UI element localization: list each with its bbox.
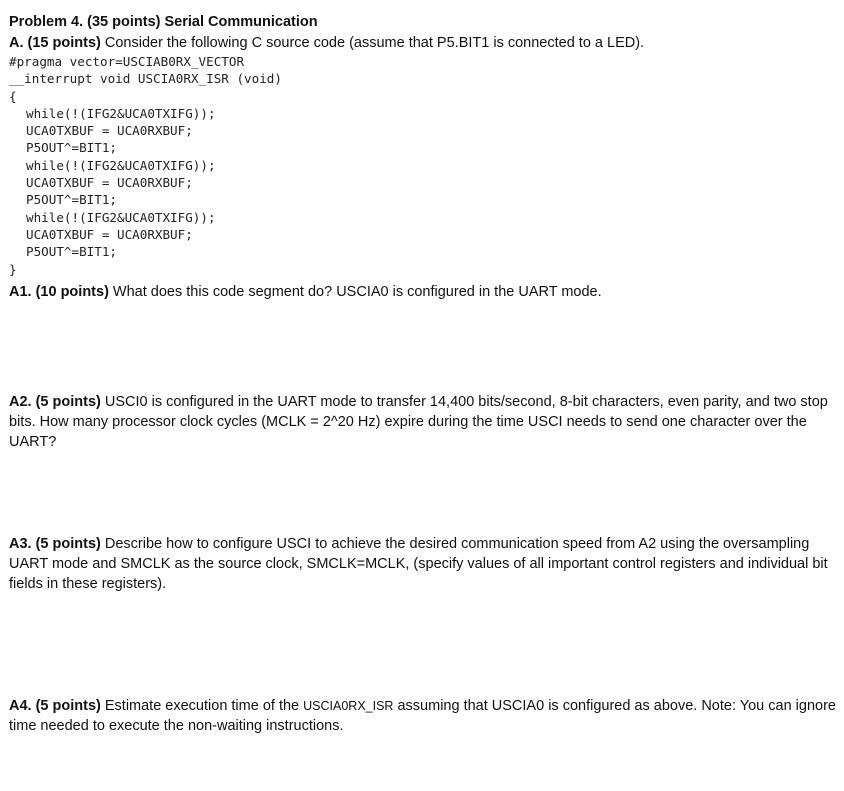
code-close-brace: } bbox=[9, 261, 17, 277]
question-a3-label: A3. (5 points) bbox=[9, 536, 101, 552]
code-line: UCA0TXBUF = UCA0RXBUF; bbox=[26, 175, 193, 191]
code-line: P5OUT^=BIT1; bbox=[26, 244, 117, 260]
code-pragma: #pragma vector=USCIAB0RX_VECTOR bbox=[9, 54, 245, 69]
code-line: while(!(IFG2&UCA0TXIFG)); bbox=[26, 157, 216, 173]
isr-name: USCIA0RX_ISR bbox=[303, 699, 394, 713]
question-a3 bbox=[9, 534, 837, 594]
code-listing bbox=[9, 53, 282, 278]
question-a4-text-after: assuming that USCIA0 is configured as above. Note: You can ignore time needed to execute the non-waiting instructions. bbox=[9, 698, 836, 734]
code-open-brace: { bbox=[9, 88, 17, 104]
question-a1-text: What does this code segment do? USCIA0 is configured in the UART mode. bbox=[108, 284, 602, 300]
code-line: P5OUT^=BIT1; bbox=[26, 140, 117, 156]
question-a1 bbox=[9, 282, 837, 302]
code-line: while(!(IFG2&UCA0TXIFG)); bbox=[26, 105, 216, 121]
problem-title: Problem 4. (35 points) Serial Communication bbox=[9, 14, 318, 30]
question-a2-text: USCI0 is configured in the UART mode to transfer 14,400 bits/second, 8-bit characters, even parity, and two stop bits. How many processor clock cycles (MCLK = 2^20 Hz) expire during the time USCI needs to send one character over the UART? bbox=[9, 394, 828, 450]
question-a4-label: A4. (5 points) bbox=[9, 698, 101, 714]
question-a4 bbox=[9, 696, 837, 736]
question-a2 bbox=[9, 392, 837, 452]
code-line: while(!(IFG2&UCA0TXIFG)); bbox=[26, 209, 216, 225]
part-a-prompt bbox=[9, 33, 644, 53]
question-a1-label: A1. (10 points) bbox=[9, 284, 109, 300]
code-line: P5OUT^=BIT1; bbox=[26, 192, 117, 208]
question-a4-text-before: Estimate execution time of the bbox=[100, 698, 304, 714]
code-signature: __interrupt void USCIA0RX_ISR (void) bbox=[9, 71, 282, 87]
question-a2-label: A2. (5 points) bbox=[9, 394, 101, 410]
code-line: UCA0TXBUF = UCA0RXBUF; bbox=[26, 123, 193, 139]
part-a-label: A. (15 points) bbox=[9, 35, 101, 51]
question-a3-text: Describe how to configure USCI to achieve the desired communication speed from A2 using the oversampling UART mode and SMCLK as the source clock, SMCLK=MCLK, (specify values of all important control registers and individual bit fields in these registers). bbox=[9, 536, 828, 592]
part-a-text: Consider the following C source code (assume that P5.BIT1 is connected to a LED). bbox=[100, 35, 645, 51]
code-line: UCA0TXBUF = UCA0RXBUF; bbox=[26, 226, 193, 242]
